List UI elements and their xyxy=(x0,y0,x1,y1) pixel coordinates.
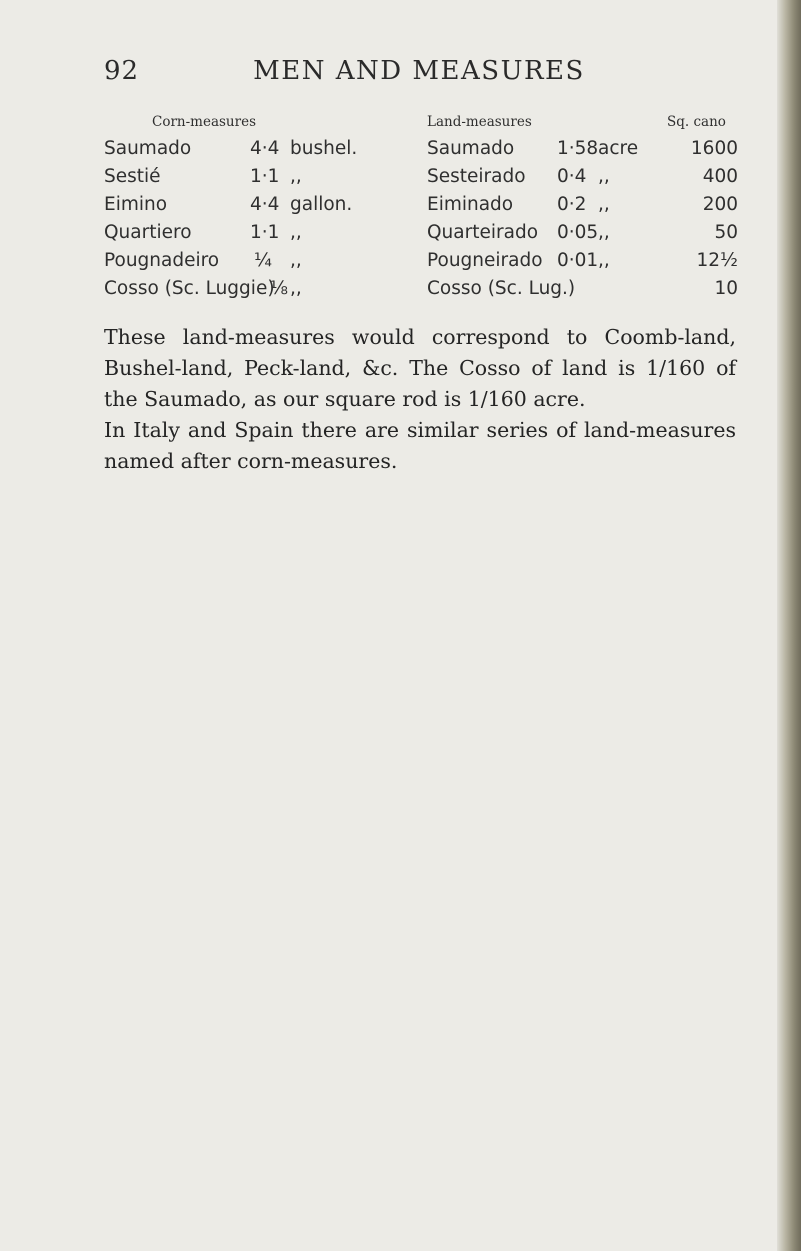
corn-value: 1·1 xyxy=(250,166,280,187)
corn-value: 4·4 xyxy=(250,138,280,159)
corn-unit: ,, xyxy=(290,222,302,243)
land-unit: acre xyxy=(598,138,639,159)
land-name: Quarteirado xyxy=(427,222,539,243)
corn-name: Pougnadeiro xyxy=(104,250,220,271)
table-row xyxy=(104,222,744,248)
land-value: 0·01 xyxy=(557,250,599,271)
corn-measures-heading: Corn-measures xyxy=(152,114,256,130)
body-text xyxy=(104,322,736,477)
land-unit: ,, xyxy=(598,250,610,271)
land-name: Saumado xyxy=(427,138,515,159)
land-value: 1·58 xyxy=(557,138,599,159)
land-cano: 10 xyxy=(714,278,738,299)
land-name: Sesteirado xyxy=(427,166,526,187)
land-value: 0·05 xyxy=(557,222,599,243)
page-header xyxy=(104,56,734,96)
page-edge-shadow xyxy=(777,0,801,1251)
land-value: 0·4 xyxy=(557,166,587,187)
land-name: Cosso (Sc. Lug.) xyxy=(427,278,576,299)
paragraph: In Italy and Spain there are similar series of land-measures named after corn-measures. xyxy=(104,418,736,473)
land-cano: 200 xyxy=(702,194,738,215)
corn-unit: ,, xyxy=(290,166,302,187)
corn-unit: ,, xyxy=(290,250,302,271)
land-cano: 400 xyxy=(702,166,738,187)
table-row xyxy=(104,194,744,220)
sq-cano-heading: Sq. cano xyxy=(667,114,726,130)
land-unit: ,, xyxy=(598,222,610,243)
table-row xyxy=(104,278,744,304)
corn-unit: bushel. xyxy=(290,138,358,159)
table-row xyxy=(104,250,744,276)
land-cano: 1600 xyxy=(690,138,738,159)
paragraph: These land-measures would correspond to Coomb-land, Bushel-land, Peck-land, &c. The Cosso of land is 1/160 of the Saumado, as our square rod is 1/160 acre. xyxy=(104,325,736,411)
corn-name: Quartiero xyxy=(104,222,192,243)
corn-unit: ,, xyxy=(290,278,302,299)
table-row xyxy=(104,138,744,164)
land-unit: ,, xyxy=(598,194,610,215)
land-cano: 12½ xyxy=(696,250,738,271)
land-name: Eiminado xyxy=(427,194,514,215)
land-value: 0·2 xyxy=(557,194,587,215)
corn-value: ⅛ xyxy=(270,278,288,299)
corn-name: Eimino xyxy=(104,194,168,215)
corn-name: Sestié xyxy=(104,166,161,187)
table-row xyxy=(104,166,744,192)
running-title: MEN AND MEASURES xyxy=(253,56,585,86)
land-cano: 50 xyxy=(714,222,738,243)
land-measures-heading: Land-measures xyxy=(427,114,532,130)
land-unit: ,, xyxy=(598,166,610,187)
page-number: 92 xyxy=(104,56,140,86)
corn-name: Saumado xyxy=(104,138,192,159)
land-name: Pougneirado xyxy=(427,250,543,271)
corn-name: Cosso (Sc. Luggie) xyxy=(104,278,275,299)
corn-value: 4·4 xyxy=(250,194,280,215)
corn-value: 1·1 xyxy=(250,222,280,243)
corn-unit: gallon. xyxy=(290,194,353,215)
corn-value: ¼ xyxy=(254,250,272,271)
